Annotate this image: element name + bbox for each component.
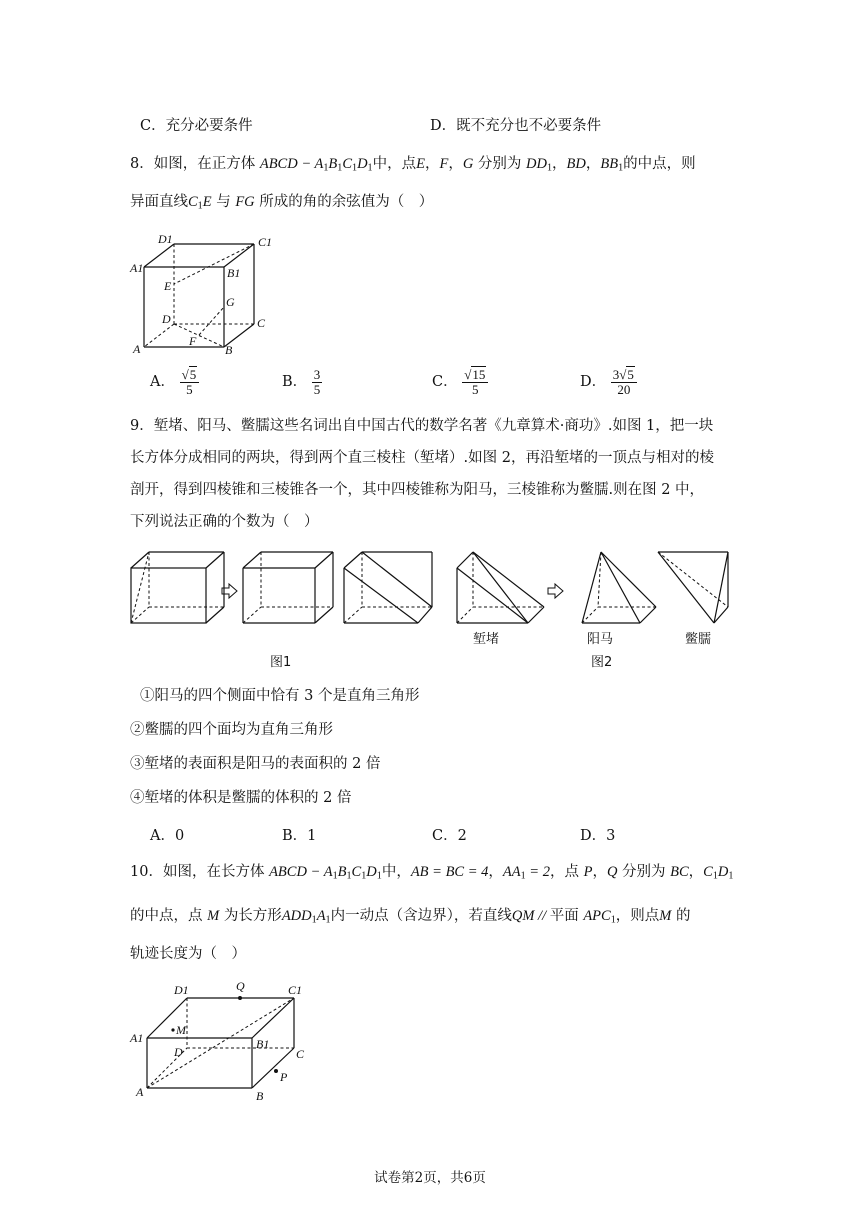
- label-c: C: [296, 1047, 305, 1061]
- label-f: F: [189, 334, 197, 348]
- q8-cube-figure: [130, 232, 275, 362]
- statement-3: ③堑堵的表面积是阳马的表面积的 2 倍: [130, 756, 381, 772]
- label-a1: A1: [130, 1031, 144, 1045]
- label-c1: C1: [288, 983, 303, 997]
- question-8-line-2: 异面直线$C_1E$ 与 FG 所成的角的余弦值为（ ）: [130, 194, 434, 212]
- option-c: C．充分必要条件: [140, 118, 253, 134]
- label-b1: B1: [256, 1037, 270, 1051]
- statement-1: ①阳马的四个侧面中恰有 3 个是直角三角形: [140, 688, 420, 704]
- question-9-line-2: 长方体分成相同的两块，得到两个直三棱柱（堑堵）.如图 2，再沿堑堵的一顶点与相对的棱: [130, 450, 714, 466]
- label-d: D: [174, 1045, 183, 1059]
- label-a: A: [136, 1085, 144, 1099]
- statement-2: ②鳖臑的四个面均为直角三角形: [130, 722, 333, 738]
- statement-4: ④堑堵的体积是鳖臑的体积的 2 倍: [130, 790, 352, 806]
- label-p: P: [280, 1070, 288, 1084]
- label-b: B: [225, 343, 233, 357]
- question-9-line-4: 下列说法正确的个数为（ ）: [130, 514, 319, 530]
- label-c1: C1: [258, 235, 273, 249]
- label-a1: A1: [130, 261, 144, 275]
- label-q: Q: [236, 979, 245, 993]
- q8-option-d: D． $\frac{3√5}{20}$: [580, 368, 637, 396]
- label-fig1: 图1: [270, 655, 292, 670]
- label-fig2: 图2: [591, 655, 613, 670]
- label-bienao: 鳖臑: [685, 632, 712, 647]
- q8-option-c: C． $\frac{√15}{5}$: [432, 368, 488, 396]
- question-10-line-2: 的中点，点 M 为长方形$ADD_1A_1$内一动点（含边界），若直线QM // 平面 $APC_1$，则点M 的: [130, 908, 691, 926]
- label-d1: D1: [158, 232, 173, 246]
- label-c: C: [257, 316, 266, 330]
- q9-option-a: A．0: [150, 828, 185, 844]
- label-d1: D1: [174, 983, 189, 997]
- q10-box-figure: [130, 978, 310, 1103]
- label-e: E: [164, 279, 172, 293]
- q8-option-a: A． $\frac{√5}{5}$: [150, 368, 199, 396]
- question-10-line-3: 轨迹长度为（ ）: [130, 946, 246, 962]
- question-8-line-1: 8．如图，在正方体 ABCD − $A_1B_1C_1D_1$中，点E，F，G 分别为 $DD_1$，BD，$BB_1$的中点，则: [130, 156, 696, 174]
- label-g: G: [226, 295, 235, 309]
- question-9-line-3: 剖开，得到四棱锥和三棱锥各一个，其中四棱锥称为阳马，三棱锥称为鳖臑.则在图 2 中，: [130, 482, 705, 498]
- option-d: D．既不充分也不必要条件: [430, 118, 602, 134]
- label-m: M: [176, 1023, 186, 1037]
- label-b1: B1: [227, 266, 241, 280]
- q9-figures: [128, 548, 733, 673]
- q9-option-d: D．3: [580, 828, 616, 844]
- q9-option-c: C．2: [432, 828, 467, 844]
- question-9-line-1: 9．堑堵、阳马、鳖臑这些名词出自中国古代的数学名著《九章算术·商功》.如图 1，把一块: [130, 418, 714, 434]
- label-qiandu: 堑堵: [473, 632, 500, 647]
- label-a: A: [133, 342, 141, 356]
- page-footer: 试卷第2页，共6页: [374, 1170, 486, 1186]
- label-yangma: 阳马: [587, 632, 614, 647]
- label-d: D: [162, 312, 171, 326]
- label-b: B: [256, 1089, 264, 1103]
- q9-option-b: B．1: [282, 828, 317, 844]
- question-10-line-1: 10．如图，在长方体 ABCD − $A_1B_1C_1D_1$中，AB = BC = 4，$AA_1 = 2$，点 P，Q 分别为 BC，$C_1D_1$: [130, 864, 734, 882]
- q8-option-b: B． $\frac{3}{5}$: [282, 367, 321, 397]
